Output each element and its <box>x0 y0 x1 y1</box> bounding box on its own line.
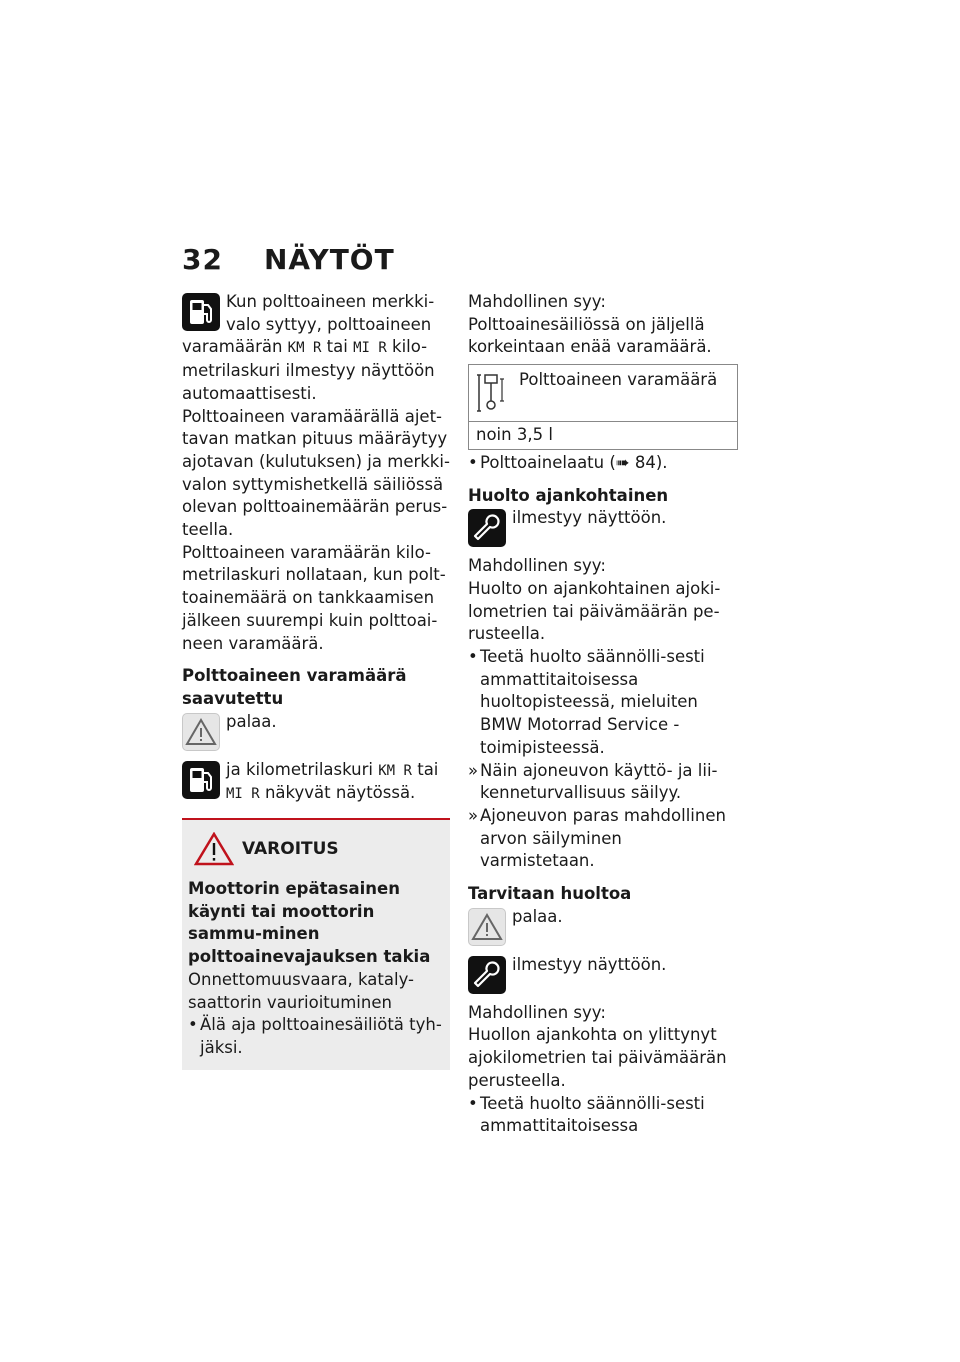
cause-label-2: Mahdollinen syy: <box>468 556 606 576</box>
warning-subtitle: Moottorin epätasainen käynti tai moottorin sammu-minen polttoainevajauksen takia <box>188 879 431 967</box>
km-r-display: KM R <box>287 340 322 357</box>
page-number: 32 <box>182 243 223 276</box>
heading-service-required: Tarvitaan huoltoa <box>468 884 632 904</box>
warning-triangle-icon <box>182 713 220 751</box>
heading-reserve-reached: Polttoaineen varamäärä saavutettu <box>182 666 407 708</box>
fuel-light-line: ja kilometrilaskuri KM R tai MI R näkyvät näytössä. <box>182 759 450 806</box>
warning-box <box>182 818 450 1070</box>
cause-label-3: Mahdollinen syy: <box>468 1002 606 1022</box>
cause-text-3: Huollon ajankohta on ylittynyt ajokilometrien tai päivämäärän perusteella. <box>468 1025 727 1090</box>
fuel-intro: Kun polttoaineen merkki-valo syttyy, polttoaineen varamäärän KM R tai MI R kilo-metrilaskuri ilmestyy näyttöön automaattisesti. <box>182 292 435 403</box>
table-header: Polttoaineen varamäärä <box>519 370 718 390</box>
warning-title: VAROITUS <box>188 832 442 866</box>
bullet-service-2: • Teetä huolto säännölli-sesti ammattitaitoisessa <box>468 1093 705 1136</box>
warning-text: Onnettomuusvaara, kataly-saattorin vaurioituminen <box>188 969 415 1012</box>
right-column <box>468 291 738 1138</box>
wrench-line: ilmestyy näyttöön. <box>468 507 738 530</box>
paragraph-range: Polttoaineen varamäärällä ajet-tavan matkan pituus määräytyy ajotavan (kulutuksen) ja merkki-valon syttymishetkellä säiliössä olevan polttoainemäärän perus-teella. <box>182 406 450 540</box>
wrench-icon <box>468 956 506 994</box>
cause-text-2: Huolto on ajankohtainen ajoki-lometrien tai päivämäärän pe-rusteella. <box>468 578 721 644</box>
cause-text: Polttoainesäiliössä on jäljellä korkeintaan enää varamäärä. <box>468 314 712 357</box>
warning-triangle-icon <box>468 908 506 946</box>
result-2: » Ajoneuvon paras mahdollinen arvon säilyminen varmistetaan. <box>468 805 726 871</box>
wrench-icon <box>468 509 506 547</box>
fuel-tank-icon <box>469 365 513 421</box>
cause-label: Mahdollinen syy: <box>468 292 606 311</box>
warning-bullet: • Älä aja polttoainesäiliötä tyh-jäksi. <box>188 1015 442 1057</box>
warning-triangle-icon <box>194 832 234 866</box>
mi-r-display: MI R <box>353 340 387 357</box>
bullet-fuel-quality: • Polttoainelaatu (➠ 84). <box>468 452 668 472</box>
warning-light-line: palaa. <box>182 711 450 734</box>
warning-light-line-2: palaa. <box>468 906 738 929</box>
fuel-pump-icon <box>182 293 220 331</box>
heading-service-due: Huolto ajankohtainen <box>468 485 669 505</box>
page-header <box>182 243 395 276</box>
fuel-pump-icon <box>182 761 220 799</box>
table-value: noin 3,5 l <box>476 425 553 445</box>
bullet-service: • Teetä huolto säännölli-sesti ammattitaitoisessa huoltopisteessä, mieluiten BMW Motorrad Service -toimipisteessä. <box>468 647 705 757</box>
page-title: NÄYTÖT <box>264 243 395 276</box>
reserve-table <box>468 364 738 450</box>
wrench-line-2: ilmestyy näyttöön. <box>468 954 738 977</box>
paragraph-reset: Polttoaineen varamäärän kilo-metrilaskuri nollataan, kun polt-toainemäärä on tankkaamisen jälkeen suurempi kuin polttoai-neen varamäärä. <box>182 542 446 653</box>
result-1: » Näin ajoneuvon käyttö- ja lii-kenneturvallisuus säilyy. <box>468 760 718 803</box>
left-column <box>182 291 450 1070</box>
